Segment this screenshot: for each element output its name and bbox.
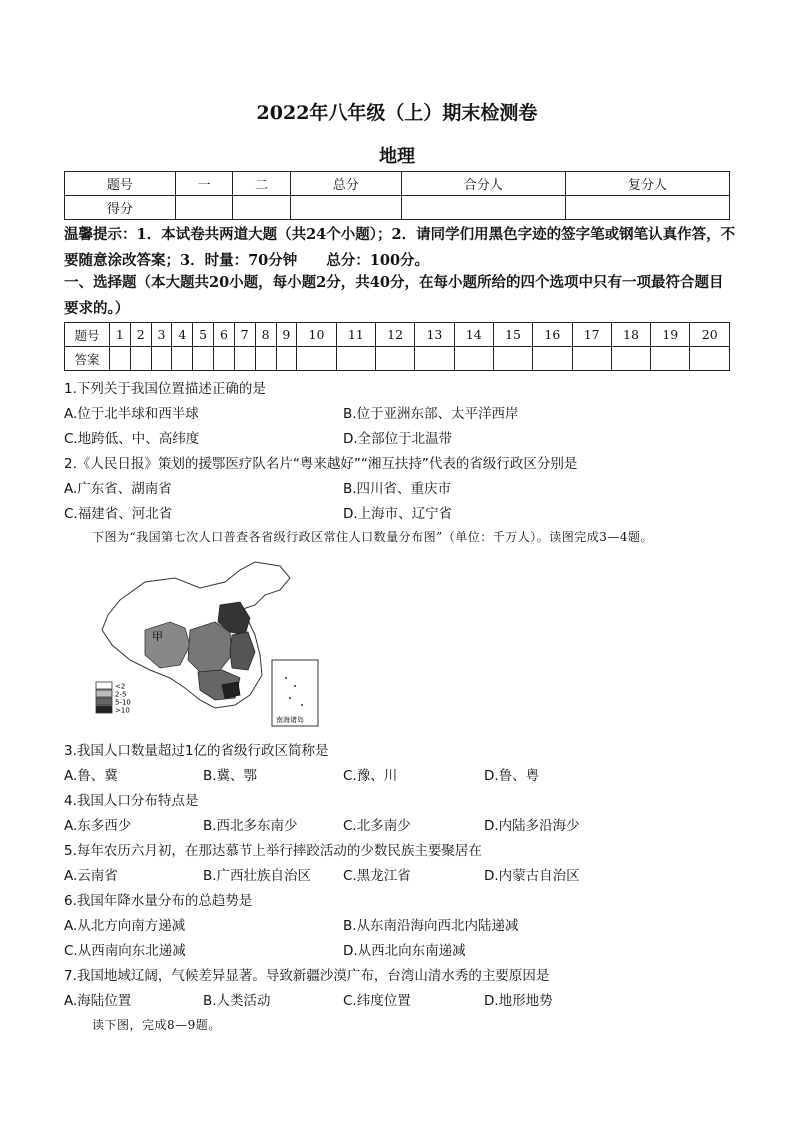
q5-option-c[interactable]: C.黑龙江省: [343, 868, 411, 884]
answer-input-cell[interactable]: [193, 347, 214, 371]
q2-option-a[interactable]: A.广东省、湖南省: [64, 481, 172, 497]
subject-title: 地理: [379, 146, 415, 167]
score-input-cell[interactable]: [233, 196, 291, 220]
score-input-cell[interactable]: [401, 196, 565, 220]
answer-number-cell: 1: [110, 323, 131, 347]
inset-label: 南海诸岛: [276, 716, 304, 724]
q3-option-b[interactable]: B.冀、鄂: [203, 768, 258, 784]
q5-option-d[interactable]: D.内蒙古自治区: [484, 868, 580, 884]
q4-option-a[interactable]: A.东多西少: [64, 818, 132, 834]
answer-input-cell[interactable]: [214, 347, 235, 371]
q7-option-d[interactable]: D.地形地势: [484, 993, 553, 1009]
answer-input-cell[interactable]: [110, 347, 131, 371]
answer-header-label: 题号: [65, 323, 110, 347]
answer-number-cell: 15: [493, 323, 532, 347]
score-input-cell[interactable]: [565, 196, 729, 220]
answer-input-cell[interactable]: [454, 347, 493, 371]
answer-table: [64, 322, 730, 371]
answer-number-cell: 16: [533, 323, 572, 347]
legend-item: 5-10: [115, 698, 131, 707]
population-map: [90, 560, 340, 730]
answer-input-cell[interactable]: [572, 347, 611, 371]
answer-number-cell: 3: [151, 323, 172, 347]
page-title: 2022年八年级（上）期末检测卷: [256, 102, 538, 124]
q1-option-b[interactable]: B.位于亚洲东部、太平洋西岸: [343, 406, 519, 422]
q6-option-a[interactable]: A.从北方向南方递减: [64, 918, 186, 934]
answer-input-cell[interactable]: [533, 347, 572, 371]
region-guangdong: [222, 682, 240, 698]
answer-number-cell: 2: [130, 323, 151, 347]
question-4-stem: 4.我国人口分布特点是: [64, 793, 199, 809]
answer-input-cell[interactable]: [493, 347, 532, 371]
q3-option-d[interactable]: D.鲁、粤: [484, 768, 540, 784]
legend-item: 2-5: [115, 690, 127, 699]
exam-tip: 温馨提示：1．本试卷共两道大题（共24个小题）；2．请同学们用黑色字迹的签字笔或钢笔认真作答，不要随意涂改答案；3．时量：70分钟 总分：100分。: [64, 226, 736, 269]
answer-input-cell[interactable]: [234, 347, 255, 371]
q1-option-c[interactable]: C.地跨低、中、高纬度: [64, 431, 200, 447]
score-row-label: 得分: [65, 196, 176, 220]
answer-number-cell: 5: [193, 323, 214, 347]
q3-option-a[interactable]: A.鲁、冀: [64, 768, 118, 784]
map-instruction: 下图为“我国第七次人口普查各省级行政区常住人口数量分布图”（单位：千万人）。读图完成3—4题。: [92, 530, 654, 544]
score-header-cell: 二: [233, 172, 291, 196]
answer-input-cell[interactable]: [151, 347, 172, 371]
answer-input-cell[interactable]: [255, 347, 276, 371]
q6-option-c[interactable]: C.从西南向东北递减: [64, 943, 186, 959]
q5-option-a[interactable]: A.云南省: [64, 868, 118, 884]
question-2-stem: 2.《人民日报》策划的援鄂医疗队名片“粤来越好”“湘互扶持”代表的省级行政区分别是: [64, 456, 578, 472]
q6-option-d[interactable]: D.从西北向东南递减: [343, 943, 466, 959]
score-table: [64, 171, 730, 220]
score-header-cell: 总分: [290, 172, 401, 196]
q4-option-b[interactable]: B.西北多东南少: [203, 818, 298, 834]
q6-option-b[interactable]: B.从东南沿海向西北内陆递减: [343, 918, 519, 934]
answer-number-cell: 8: [255, 323, 276, 347]
q3-option-c[interactable]: C.豫、川: [343, 768, 398, 784]
q1-option-a[interactable]: A.位于北半球和西半球: [64, 406, 199, 422]
answer-input-cell[interactable]: [297, 347, 336, 371]
score-header-cell: 题号: [65, 172, 176, 196]
answer-input-cell[interactable]: [375, 347, 414, 371]
q1-option-d[interactable]: D.全部位于北温带: [343, 431, 453, 447]
answer-number-cell: 13: [415, 323, 454, 347]
score-input-cell[interactable]: [290, 196, 401, 220]
q4-option-d[interactable]: D.内陆多沿海少: [484, 818, 580, 834]
q2-option-b[interactable]: B.四川省、重庆市: [343, 481, 452, 497]
answer-number-cell: 20: [690, 323, 730, 347]
answer-input-cell[interactable]: [690, 347, 730, 371]
answer-number-cell: 7: [234, 323, 255, 347]
question-3-stem: 3.我国人口数量超过1亿的省级行政区简称是: [64, 743, 329, 759]
q2-option-d[interactable]: D.上海市、辽宁省: [343, 506, 453, 522]
question-7-stem: 7.我国地域辽阔，气候差异显著。导致新疆沙漠广布，台湾山清水秀的主要原因是: [64, 968, 550, 984]
read-instruction: 读下图，完成8—9题。: [92, 1018, 221, 1032]
q2-option-c[interactable]: C.福建省、河北省: [64, 506, 173, 522]
score-input-cell[interactable]: [175, 196, 233, 220]
answer-input-cell[interactable]: [276, 347, 297, 371]
answer-row-label: 答案: [65, 347, 110, 371]
answer-input-cell[interactable]: [336, 347, 375, 371]
q5-option-b[interactable]: B.广西壮族自治区: [203, 868, 312, 884]
answer-number-cell: 18: [611, 323, 650, 347]
score-header-cell: 复分人: [565, 172, 729, 196]
q7-option-b[interactable]: B.人类活动: [203, 993, 271, 1009]
score-header-cell: 一: [175, 172, 233, 196]
q7-option-a[interactable]: A.海陆位置: [64, 993, 132, 1009]
question-5-stem: 5.每年农历六月初，在那达慕节上举行摔跤活动的少数民族主要聚居在: [64, 843, 482, 859]
legend-item: >10: [115, 706, 130, 715]
answer-input-cell[interactable]: [651, 347, 690, 371]
question-6-stem: 6.我国年降水量分布的总趋势是: [64, 893, 253, 909]
answer-number-cell: 10: [297, 323, 336, 347]
score-header-cell: 合分人: [401, 172, 565, 196]
answer-number-cell: 11: [336, 323, 375, 347]
answer-number-cell: 14: [454, 323, 493, 347]
south-china-sea-inset: [272, 660, 318, 726]
map-label-jia: 甲: [152, 630, 163, 643]
answer-number-cell: 6: [214, 323, 235, 347]
legend-item: <2: [115, 682, 126, 691]
answer-input-cell[interactable]: [611, 347, 650, 371]
answer-number-cell: 12: [375, 323, 414, 347]
map-legend: [96, 682, 131, 715]
answer-number-cell: 19: [651, 323, 690, 347]
answer-input-cell[interactable]: [172, 347, 193, 371]
answer-number-cell: 17: [572, 323, 611, 347]
answer-number-cell: 9: [276, 323, 297, 347]
question-1-stem: 1.下列关于我国位置描述正确的是: [64, 381, 266, 397]
answer-input-cell[interactable]: [130, 347, 151, 371]
q4-option-c[interactable]: C.北多南少: [343, 818, 411, 834]
answer-number-cell: 4: [172, 323, 193, 347]
section-heading: 一、选择题（本大题共20小题，每小题2分，共40分，在每小题所给的四个选项中只有一项最符合题目要求的。）: [64, 274, 724, 317]
q7-option-c[interactable]: C.纬度位置: [343, 993, 411, 1009]
answer-input-cell[interactable]: [415, 347, 454, 371]
